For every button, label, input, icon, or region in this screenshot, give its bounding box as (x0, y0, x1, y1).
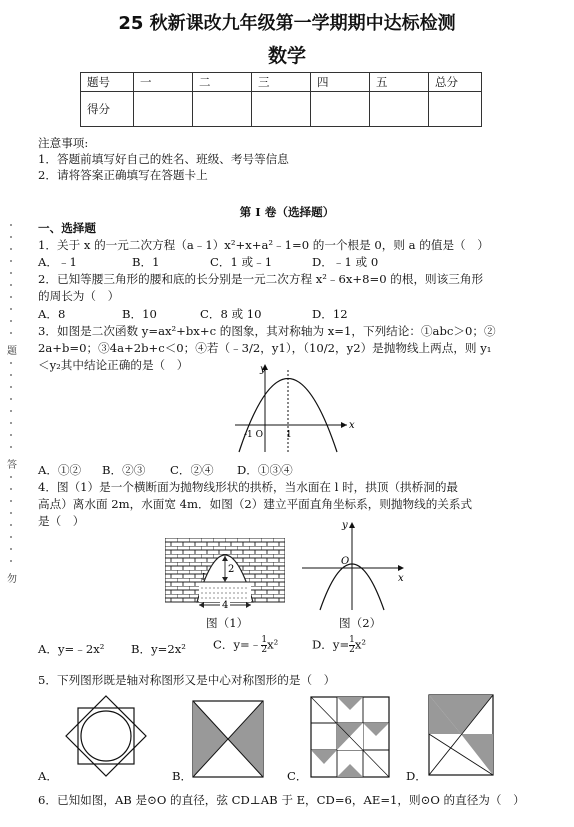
score-input-cell[interactable] (134, 92, 193, 127)
binding-dot (10, 422, 12, 424)
q4-option-c[interactable] (213, 636, 278, 655)
q5-option-b[interactable]: B． (172, 769, 193, 783)
binding-dot (10, 284, 12, 286)
q4-option-d-suffix: x² (354, 637, 367, 652)
notes-item: 2．请将答案正确填写在答题卡上 (38, 168, 208, 182)
binding-line (4, 222, 20, 592)
x-axis-arrow (398, 565, 404, 571)
binding-dot (10, 488, 12, 490)
q4-option-b[interactable]: B．y=2x² (131, 642, 186, 656)
binding-char: 勿 (7, 574, 17, 585)
score-table (80, 72, 482, 127)
width-arrow-right (246, 602, 251, 608)
q5-figure-b[interactable] (192, 700, 264, 778)
binding-dot (10, 536, 12, 538)
score-table-score-row (81, 92, 482, 127)
x-axis-arrow (341, 422, 347, 428)
origin-label: -1 O (244, 430, 264, 440)
x-label: x (349, 420, 355, 431)
denominator: 2 (261, 645, 268, 655)
q2-stem-line1: 2．已知等腰三角形的腰和底的长分别是一元二次方程 x²﹣6x+8=0 的根，则该三角形 (38, 272, 484, 286)
subject-title: 数学 (267, 45, 306, 67)
score-cell: 总分 (429, 73, 482, 92)
denominator: 2 (349, 645, 355, 655)
fig2-caption: 图（2） (339, 616, 382, 630)
q4-line2: 高点）离水面 2m，水面宽 4m．如图（2）建立平面直角坐标系，则抛物线的关系式 (38, 497, 473, 511)
binding-dot (10, 476, 12, 478)
binding-dot (10, 500, 12, 502)
origin-label: O (341, 556, 350, 567)
q2-stem-line2: 的周长为（ ） (38, 289, 120, 303)
width-arrow-left (199, 602, 204, 608)
q3-line2: 2a+b=0；③4a+2b+c＜0；④若（﹣3/2，y1），（10/2，y2）是抛物线上两点，则 y₁ (38, 341, 492, 355)
numerator: 1 (261, 635, 268, 645)
q3-parabola-graph (225, 360, 365, 456)
q4-option-c-suffix: x² (267, 637, 279, 652)
q5-stem: 5．下列图形既是轴对称图形又是中心对称图形的是（ ） (38, 673, 336, 687)
binding-dot (10, 308, 12, 310)
y-label: y (260, 364, 266, 375)
score-table-header-row (81, 73, 482, 92)
notes-heading: 注意事项: (38, 136, 89, 150)
q3-line1: 3．如图是二次函数 y=ax²+bx+c 的图象，其对称轴为 x=1，下列结论：①abc＞0；② (38, 324, 496, 338)
x-label: x (398, 573, 404, 584)
score-input-cell[interactable] (252, 92, 311, 127)
score-cell: 五 (370, 73, 429, 92)
q5-figure-a[interactable] (64, 694, 148, 778)
numerator: 1 (349, 635, 355, 645)
q4-coordinate-figure (298, 518, 410, 612)
score-cell: 二 (193, 73, 252, 92)
notes-item: 1．答题前填写好自己的姓名、班级、考号等信息 (38, 152, 289, 166)
q4-bridge-figure (165, 538, 285, 610)
binding-dot (10, 398, 12, 400)
binding-dot (10, 560, 12, 562)
score-input-cell[interactable] (193, 92, 252, 127)
q2-option-d[interactable]: D．12 (312, 307, 348, 321)
q5-option-d[interactable]: D． (406, 769, 427, 783)
q5-figure-c[interactable] (310, 696, 390, 778)
q4-option-c-prefix: C．y=﹣ (213, 637, 262, 652)
score-cell: 题号 (81, 73, 134, 92)
q5-option-c[interactable]: C． (287, 769, 308, 783)
binding-dot (10, 224, 12, 226)
score-row-label: 得分 (81, 92, 134, 127)
q3-option-c[interactable]: C．②④ (170, 463, 214, 477)
score-cell: 四 (311, 73, 370, 92)
binding-dot (10, 260, 12, 262)
score-input-cell[interactable] (370, 92, 429, 127)
q1-option-a[interactable]: A．﹣1 (38, 255, 77, 269)
y-axis-arrow (349, 522, 355, 528)
binding-dot (10, 386, 12, 388)
binding-dot (10, 272, 12, 274)
binding-dot (10, 374, 12, 376)
q4-line3: 是（ ） (38, 514, 85, 528)
binding-dot (10, 512, 12, 514)
score-cell: 一 (134, 73, 193, 92)
q2-option-b[interactable]: B．10 (122, 307, 157, 321)
score-input-cell[interactable] (429, 92, 482, 127)
exam-title: 25 秋新课改九年级第一学期期中达标检测 (118, 13, 456, 34)
q3-option-a[interactable]: A．①② (38, 463, 82, 477)
binding-dot (10, 548, 12, 550)
q5-figure-d[interactable] (428, 694, 494, 776)
binding-char: 答 (7, 460, 17, 471)
q1-stem: 1．关于 x 的一元二次方程（a﹣1）x²+x+a²﹣1=0 的一个根是 0，则 a 的值是（ ） (38, 238, 489, 252)
fig1-caption: 图（1） (206, 616, 249, 630)
q4-option-d[interactable] (312, 636, 366, 655)
section-title: 第 I 卷（选择题） (239, 205, 335, 219)
q4-line1: 4．图（1）是一个横断面为抛物线形状的拱桥，当水面在 l 时，拱顶（拱桥洞的最 (38, 480, 459, 494)
binding-dot (10, 296, 12, 298)
binding-dot (10, 332, 12, 334)
binding-dot (10, 446, 12, 448)
y-label: y (342, 520, 348, 531)
q3-option-b[interactable]: B．②③ (102, 463, 146, 477)
q2-option-a[interactable]: A．8 (38, 307, 66, 321)
binding-dot (10, 362, 12, 364)
q2-option-c[interactable]: C．8 或 10 (200, 307, 262, 321)
height-label: 2 (228, 564, 235, 575)
water-level-label: l (202, 573, 205, 583)
score-input-cell[interactable] (311, 92, 370, 127)
binding-dot (10, 410, 12, 412)
circle-shape (81, 711, 131, 761)
axis-tick-label: 1 (286, 430, 292, 440)
binding-dot (10, 524, 12, 526)
part-title: 一、选择题 (38, 221, 96, 235)
binding-dot (10, 320, 12, 322)
binding-char: 题 (7, 346, 17, 357)
q5-option-a[interactable]: A． (38, 769, 58, 783)
q1-option-d[interactable]: D．﹣1 或 0 (312, 255, 379, 269)
q4-option-a[interactable]: A．y=﹣2x² (38, 642, 105, 656)
score-cell: 三 (252, 73, 311, 92)
binding-dot (10, 434, 12, 436)
q1-option-c[interactable]: C．1 或﹣1 (210, 255, 273, 269)
binding-dot (10, 248, 12, 250)
q4-option-d-prefix: D．y= (312, 637, 350, 652)
width-label: 4 (222, 600, 229, 610)
q1-option-b[interactable]: B．1 (132, 255, 160, 269)
q3-line3: ＜y₂其中结论正确的是（ ） (38, 358, 189, 372)
binding-dot (10, 236, 12, 238)
q3-option-d[interactable]: D．①③④ (237, 463, 293, 477)
q6-stem: 6．已知如图，AB 是⊙O 的直径，弦 CD⊥AB 于 E，CD=6，AE=1，则⊙O 的直径为（ ） (38, 793, 525, 807)
